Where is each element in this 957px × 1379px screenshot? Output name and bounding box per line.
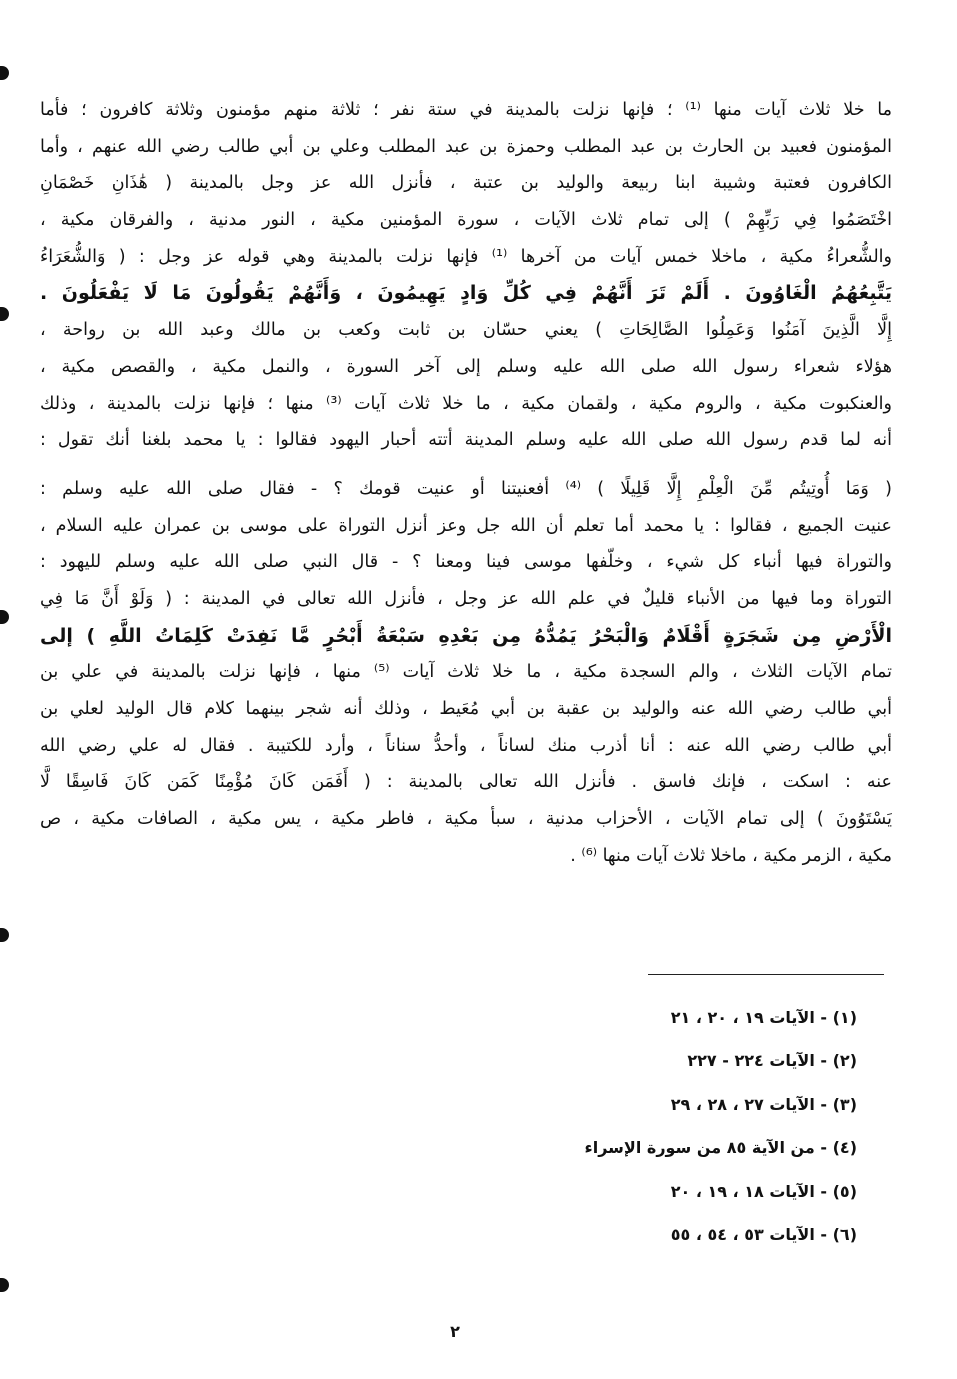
footnote-item: (٤) - من الآية ٨٥ من سورة الإسراء (584, 1138, 857, 1158)
text-line: إِلَّا الَّذِينَ آمَنُوا وَعَمِلُوا الصَّالِحَاتِ ) يعني حسّان بن ثابت وكعب بن مالك وعبد الله بن رواحة ، (40, 320, 892, 341)
text-line: ( وَمَا أُوتِيتُم مِّنَ الْعِلْمِ إِلَّا قَلِيلًا ) ⁽⁴⁾ أفعنيتنا أو عنيت قومك ؟ - فقال صلى الله عليه وسلم : (40, 478, 892, 499)
text-line: التوراة وما فيها من الأنباء قليلٌ في علم الله عز وجل ، فأنزل الله تعالى في المدينة : ( وَلَوْ أَنَّ مَا فِي (40, 588, 892, 609)
text-line: والشُّعراءُ مكية ، ماخلا خمس آيات من آخرها ⁽¹⁾ فإنها نزلت بالمدينة وهي قوله عز وجل : ( وَالشُّعَرَاءُ (40, 246, 892, 267)
text-line: أنه لما قدم رسول الله صلى الله عليه وسلم المدينة أتته أحبار اليهود فقالوا : يا محمد بلغنا أنك تقول : (40, 430, 892, 451)
text-line: والتوراة فيها أنباء كل شيء ، وخلّفها موسى فينا ومعنا ؟ - قال النبي صلى الله عليه وسلم لليهود : (40, 552, 892, 573)
body-text (40, 92, 892, 874)
scan-margin-mark (0, 928, 9, 942)
footnote-item: (٥) - الآيات ١٨ ، ١٩ ، ٢٠ (670, 1181, 857, 1201)
text-line: عنه : اسكت ، فإنك فاسق . فأنزل الله تعالى بالمدينة : ( أَفَمَن كَانَ مُؤْمِنًا كَمَن كَانَ فَاسِقًا لَّا (40, 772, 892, 793)
footnote-item: (٦) - الآيات ٥٣ ، ٥٤ ، ٥٥ (670, 1225, 857, 1245)
text-line: أبي طالب رضي الله عنه : أنا أذرب منك لساناً ، وأحدُّ سناناً ، وأرد للكتيبة . فقال له علي رضي الله (40, 735, 892, 756)
text-line: والعنكبوت مكية ، والروم مكية ، ولقمان مكية ، ما خلا ثلاث آيات ⁽³⁾ منها ؛ فإنها نزلت بالمدينة ، وذلك (40, 393, 892, 414)
text-line: اخْتَصَمُوا فِي رَبِّهِمْ ) إلى تمام ثلاث الآيات ، سورة المؤمنين مكية ، النور مدنية ، والفرقان مكية ، (40, 210, 892, 231)
scan-margin-mark (0, 1278, 9, 1292)
quran-verse-line: الْأَرْضِ مِن شَجَرَةٍ أَقْلَامٌ وَالْبَحْرُ يَمُدُّهُ مِن بَعْدِهِ سَبْعَةُ أَبْحُرٍ مَّا نَفِدَتْ كَلِمَاتُ اللَّهِ ) إلى (40, 624, 892, 647)
quran-verse-line: يَتَّبِعُهُمُ الْغَاوُونَ . أَلَمْ تَرَ أَنَّهُمْ فِي كُلِّ وَادٍ يَهِيمُونَ ، وَأَنَّهُمْ يَقُولُونَ مَا لَا يَفْعَلُونَ . (40, 282, 892, 305)
footnotes (500, 996, 857, 1256)
scan-margin-mark (0, 66, 9, 80)
text-line: هؤلاء شعراء رسول الله صلى الله عليه وسلم إلى آخر السورة ، والنمل مكية ، والقصص مكية ، (40, 356, 892, 377)
text-line: تمام الآيات الثلاث ، والم السجدة مكية ، ما خلا ثلاث آيات ⁽⁵⁾ منها ، فإنها نزلت بالمدينة في علي بن (40, 662, 892, 683)
page-number: ٢ (450, 1322, 460, 1341)
scan-margin-mark (0, 610, 9, 624)
text-line: المؤمنون فعبيد بن الحارث بن عبد المطلب وحمزة بن عبد المطلب وعلي بن أبي طالب رضي الله عنهم ، وأما (40, 136, 892, 157)
text-line: الكافرون فعتبة وشيبة ابنا ربيعة والوليد بن عتبة ، فأنزل الله عز وجل بالمدينة ( هَٰذَانِ خَصْمَانِ (40, 173, 892, 194)
footnote-item: (٣) - الآيات ٢٧ ، ٢٨ ، ٢٩ (670, 1094, 857, 1114)
text-line: ما خلا ثلاث آيات منها ⁽¹⁾ ؛ فإنها نزلت بالمدينة في ستة نفر ؛ ثلاثة منهم مؤمنون وثلاثة كافرون ؛ فأما (40, 100, 892, 120)
footnote-separator (648, 974, 884, 975)
footnote-item: (٢) - الآيات ٢٢٤ - ٢٢٧ (687, 1051, 857, 1071)
footnote-item: (١) - الآيات ١٩ ، ٢٠ ، ٢١ (670, 1008, 857, 1027)
text-line: يَسْتَوُونَ ) إلى تمام الآيات ، الأحزاب مدنية ، سبأ مكية ، فاطر مكية ، يس مكية ، الصافات مكية ، ص (40, 809, 892, 830)
text-line: أبي طالب رضي الله عنه والوليد بن عقبة بن أبي مُعَيط ، وذلك أنه شجر بينهما كلام قال الوليد لعلي بن (40, 699, 892, 719)
scan-margin-mark (0, 307, 9, 321)
text-line: مكية ، الزمر مكية ، ماخلا ثلاث آيات منها ⁽⁶⁾ . (570, 845, 892, 866)
text-line: عنيت الجميع ، فقالوا : يا محمد أما تعلم أن الله جل وعز أنزل التوراة على موسى بن عمران عليه السلام ، (40, 515, 892, 536)
